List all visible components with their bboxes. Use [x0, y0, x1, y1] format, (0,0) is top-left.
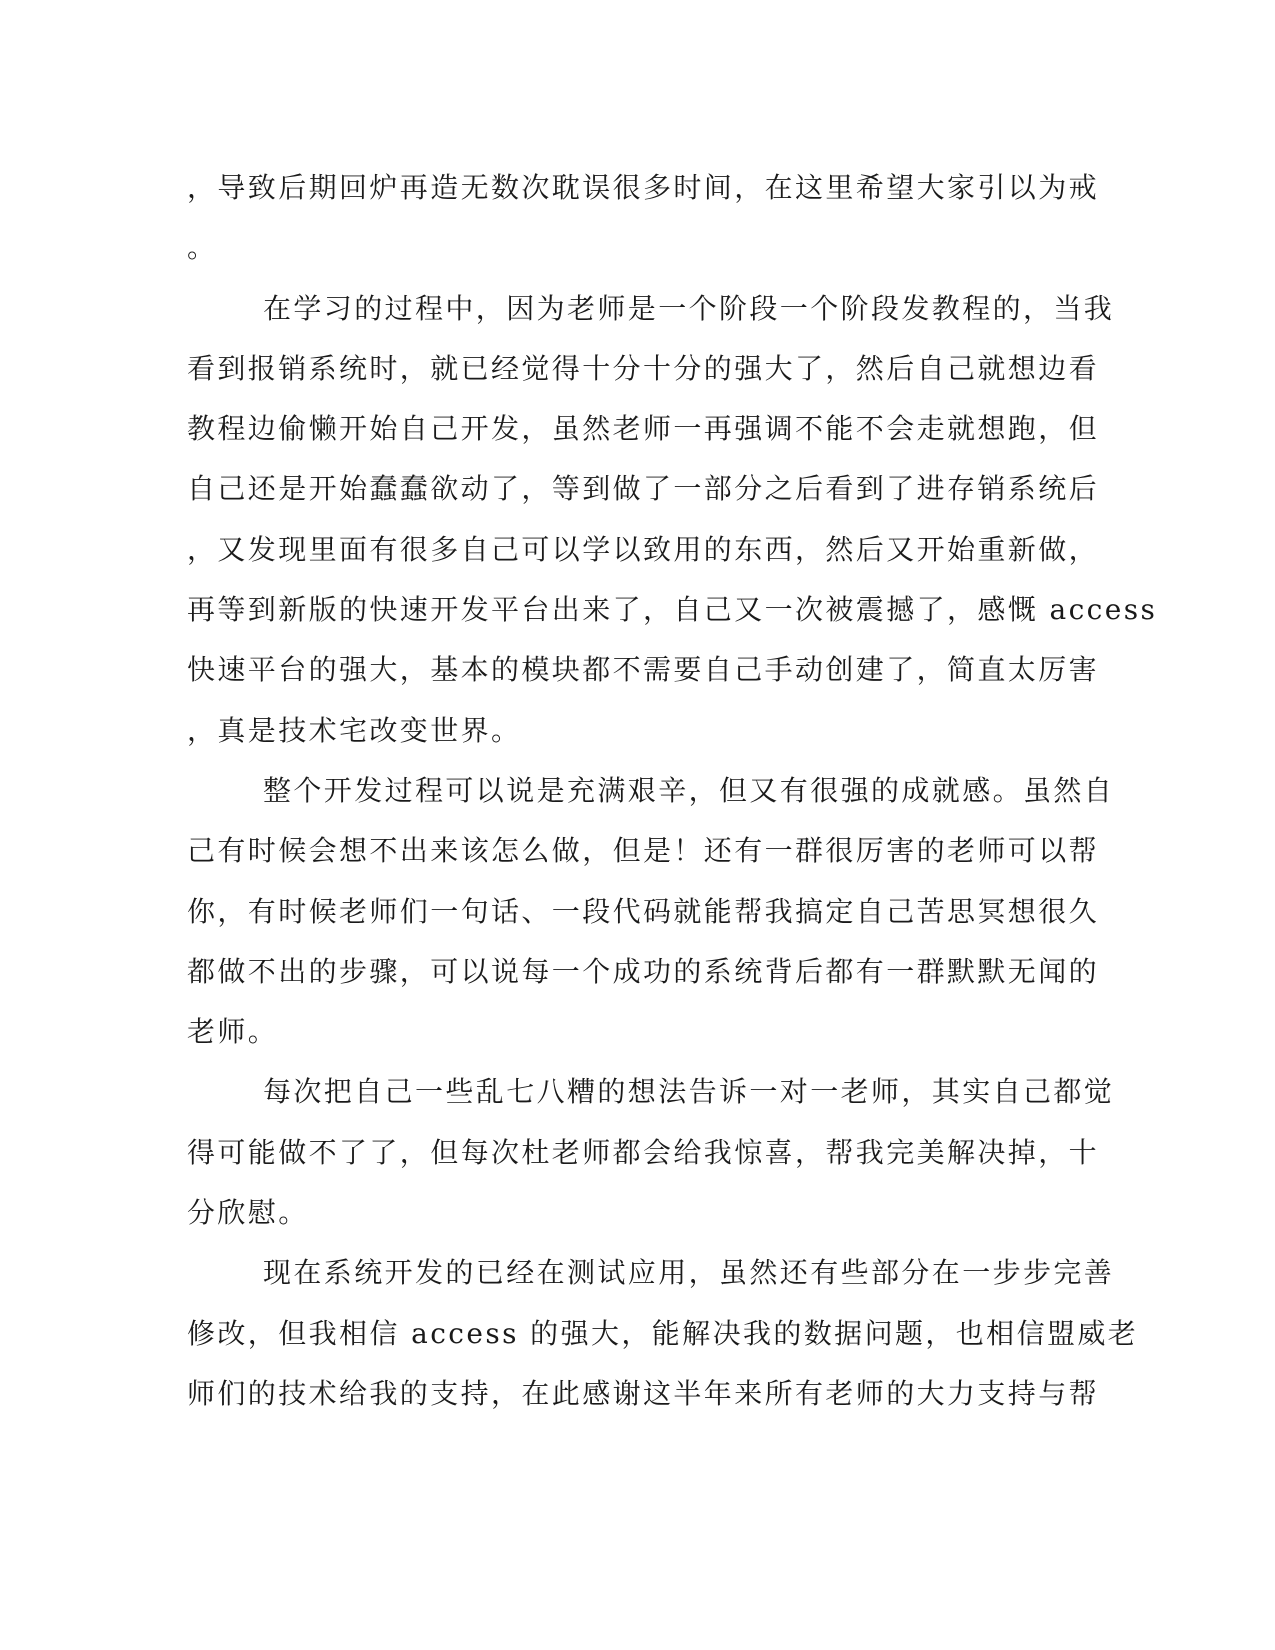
text-line: ，又发现里面有很多自己可以学以致用的东西，然后又开始重新做， [187, 532, 1100, 566]
text-line: 师们的技术给我的支持，在此感谢这半年来所有老师的大力支持与帮 [187, 1376, 1100, 1410]
text-line: 快速平台的强大，基本的模块都不需要自己手动创建了，简直太厉害 [187, 653, 1100, 687]
text-line: 老师。 [187, 1015, 279, 1049]
text-line: 教程边偷懒开始自己开发，虽然老师一再强调不能不会走就想跑，但 [187, 412, 1100, 446]
text-line: 你，有时候老师们一句话、一段代码就能帮我搞定自己苦思冥想很久 [187, 894, 1100, 928]
text-line: 己有时候会想不出来该怎么做，但是！还有一群很厉害的老师可以帮 [187, 834, 1100, 868]
paragraph-first-line: 整个开发过程可以说是充满艰辛，但又有很强的成就感。虽然自 [263, 773, 1115, 807]
text-line: 。 [187, 231, 218, 265]
paragraph-first-line: 在学习的过程中，因为老师是一个阶段一个阶段发教程的，当我 [263, 291, 1115, 325]
body-text [187, 158, 1158, 1424]
text-line: 都做不出的步骤，可以说每一个成功的系统背后都有一群默默无闻的 [187, 954, 1100, 988]
text-line: ，真是技术宅改变世界。 [187, 713, 522, 747]
text-line: 修改，但我相信 access 的强大，能解决我的数据问题，也相信盟威老 [187, 1316, 1139, 1350]
paragraph-first-line: 每次把自己一些乱七八糟的想法告诉一对一老师，其实自己都觉 [263, 1075, 1115, 1109]
text-line: 得可能做不了了，但每次杜老师都会给我惊喜，帮我完美解决掉，十 [187, 1135, 1100, 1169]
text-line: 看到报销系统时，就已经觉得十分十分的强大了，然后自己就想边看 [187, 351, 1100, 385]
text-line: ，导致后期回炉再造无数次耽误很多时间，在这里希望大家引以为戒 [187, 171, 1100, 204]
text-line: 再等到新版的快速开发平台出来了，自己又一次被震撼了，感慨 access [187, 593, 1158, 627]
text-line: 分欣慰。 [187, 1196, 309, 1230]
paragraph-first-line: 现在系统开发的已经在测试应用，虽然还有些部分在一步步完善 [263, 1256, 1115, 1290]
text-line: 自己还是开始蠢蠢欲动了，等到做了一部分之后看到了进存销系统后 [187, 472, 1100, 506]
